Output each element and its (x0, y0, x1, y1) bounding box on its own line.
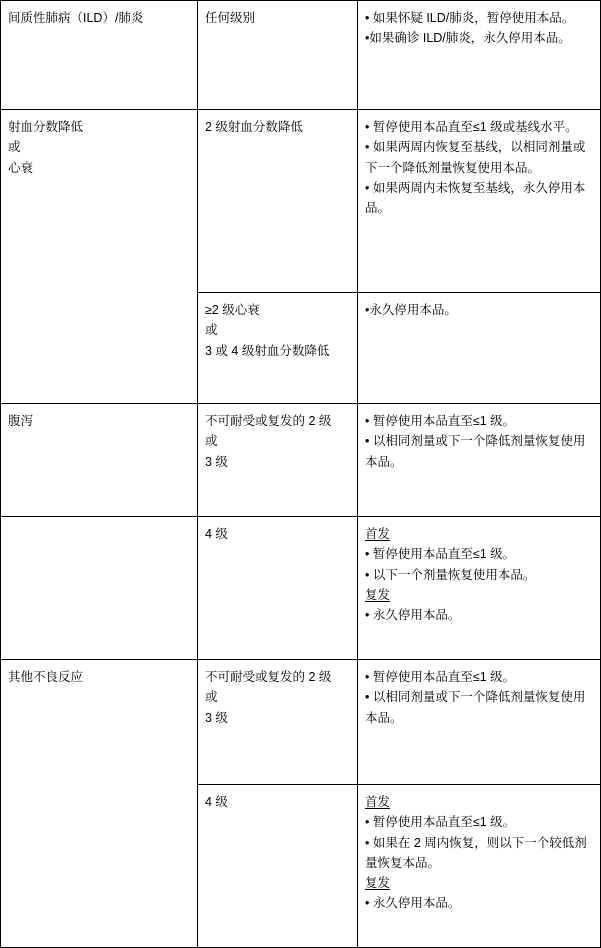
severity-line: 4 级 (205, 795, 228, 809)
cell-action (358, 660, 601, 785)
action-line: •永久停用本品。 (365, 303, 457, 317)
cell-severity (198, 110, 358, 293)
severity-line: 3 级 (205, 454, 228, 469)
action-line: • 暂停使用本品直至≤1 级。 (365, 670, 516, 684)
table-row (1, 110, 601, 293)
severity-line: 2 级射血分数降低 (205, 120, 303, 134)
table-row (1, 660, 601, 785)
severity-line: 或 (205, 690, 218, 705)
cell-action (358, 293, 601, 404)
reaction-line: 其他不良反应 (8, 670, 84, 684)
table-row (1, 404, 601, 517)
cell-action (358, 404, 601, 517)
severity-line: 不可耐受或复发的 2 级 (205, 670, 332, 684)
action-subhead: 复发 (365, 587, 391, 602)
reaction-line: 腹泻 (8, 414, 34, 428)
table-row (1, 517, 601, 660)
severity-line: 4 级 (205, 527, 228, 541)
action-line: • 永久停用本品。 (365, 896, 461, 911)
cell-reaction (1, 404, 198, 517)
action-line: • 暂停使用本品直至≤1 级。 (365, 414, 516, 428)
cell-action (358, 517, 601, 660)
action-line: • 暂停使用本品直至≤1 级。 (365, 815, 516, 830)
action-line: • 暂停使用本品直至≤1 级。 (365, 547, 516, 562)
cell-action (358, 785, 601, 948)
action-line: • 如果在 2 周内恢复，则以下一个较低剂量恢复本品。 (365, 835, 587, 870)
severity-line: 3 或 4 级射血分数降低 (205, 343, 330, 358)
action-subhead: 首发 (365, 527, 391, 541)
action-line: • 如果怀疑 ILD/肺炎，暂停使用本品。 (365, 11, 575, 25)
severity-line: ≥2 级心衰 (205, 303, 260, 317)
action-line: • 如果两周内未恢复至基线，永久停用本品。 (365, 180, 586, 215)
cell-severity (198, 517, 358, 660)
table-row (1, 1, 601, 110)
action-line: • 暂停使用本品直至≤1 级或基线水平。 (365, 120, 578, 134)
action-line: • 永久停用本品。 (365, 608, 461, 622)
reaction-line: 间质性肺病（ILD）/肺炎 (8, 11, 144, 25)
cell-reaction (1, 110, 198, 404)
action-line: • 以下一个剂量恢复使用本品。 (365, 567, 536, 582)
action-line: • 如果两周内恢复至基线，以相同剂量或下一个降低剂量恢复使用本品。 (365, 140, 586, 175)
action-subhead: 首发 (365, 795, 391, 809)
severity-line: 不可耐受或复发的 2 级 (205, 414, 332, 428)
table-body (1, 1, 601, 948)
cell-reaction (1, 1, 198, 110)
cell-reaction (1, 517, 198, 660)
cell-severity (198, 660, 358, 785)
cell-severity (198, 404, 358, 517)
action-line: • 以相同剂量或下一个降低剂量恢复使用本品。 (365, 690, 586, 725)
action-line: • 以相同剂量或下一个降低剂量恢复使用本品。 (365, 434, 586, 469)
action-line: •如果确诊 ILD/肺炎，永久停用本品。 (365, 31, 571, 46)
cell-severity (198, 293, 358, 404)
severity-line: 或 (205, 323, 218, 338)
cell-severity (198, 1, 358, 110)
cell-severity (198, 785, 358, 948)
severity-line: 或 (205, 434, 218, 449)
reaction-line: 心衰 (8, 160, 34, 175)
reaction-line: 射血分数降低 (8, 120, 84, 134)
severity-line: 任何级别 (205, 11, 256, 25)
cell-action (358, 1, 601, 110)
action-subhead: 复发 (365, 876, 391, 890)
severity-line: 3 级 (205, 710, 228, 725)
reaction-line: 或 (8, 140, 21, 155)
cell-reaction (1, 660, 198, 948)
cell-action (358, 110, 601, 293)
